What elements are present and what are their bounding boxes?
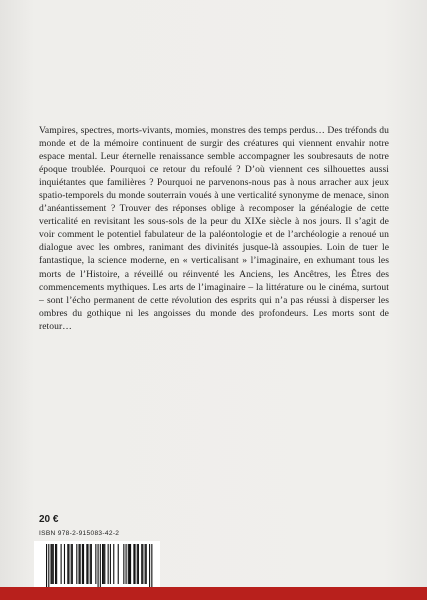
barcode-bar — [110, 544, 111, 584]
barcode-bar — [82, 544, 83, 584]
barcode-bar — [55, 544, 56, 584]
barcode-bar — [56, 544, 57, 584]
barcode-bar — [71, 544, 72, 584]
barcode-bar — [76, 544, 77, 584]
isbn-label: ISBN 978-2-915083-42-2 — [39, 530, 120, 537]
barcode-bar — [52, 544, 53, 584]
barcode-guard-bar — [100, 544, 101, 591]
barcode-bar — [61, 544, 62, 584]
barcode-bar — [87, 544, 88, 584]
barcode-bar — [50, 544, 51, 584]
barcode-bar — [90, 544, 91, 584]
red-band — [0, 587, 427, 600]
barcode-bar — [130, 544, 131, 584]
barcode-bar — [142, 544, 143, 584]
barcode-bar — [108, 544, 109, 584]
barcode-bar — [64, 544, 65, 584]
barcode-bar — [103, 544, 104, 584]
barcode-guard-bar — [48, 544, 49, 591]
barcode-bar — [83, 544, 84, 584]
barcode-bar — [145, 544, 146, 584]
barcode-guard-bar — [149, 544, 150, 591]
barcode-bar — [91, 544, 92, 584]
barcode-guard-bar — [98, 544, 99, 591]
barcode-bar — [141, 544, 142, 584]
barcode-bar — [53, 544, 54, 584]
barcode-bar — [126, 544, 127, 584]
barcode-bar — [80, 544, 81, 584]
barcode-bar — [129, 544, 130, 584]
barcode-bar — [113, 544, 114, 584]
barcode-bar — [123, 544, 124, 584]
barcode-bar — [134, 544, 135, 584]
barcode-bar — [138, 544, 139, 584]
barcode-bar — [104, 544, 105, 584]
barcode-bar — [95, 544, 96, 584]
barcode-bar — [146, 544, 147, 584]
barcode-bar — [118, 544, 119, 584]
barcode-guard-bar — [151, 544, 152, 591]
barcode-bar — [102, 544, 103, 584]
barcode-guard-bar — [46, 544, 47, 591]
barcode-bar — [78, 544, 79, 584]
barcode-bar — [86, 544, 87, 584]
barcode-bar — [67, 544, 68, 584]
barcode-bar — [72, 544, 73, 584]
blurb-paragraph: Vampires, spectres, morts-vivants, momies, monstres des temps perdus… Des tréfonds du monde et de la mémoire continuent de surgir des créatures qui viennent envahir notre espace mental. Leur éternelle renaissance semble accompagner les soubresauts de notre époque troublée. Pourquoi ce retour du refoulé ? D’où viennent ces silhouettes aussi inquiétantes que familières ? Pourquoi ne parvenons-nous pas à nous arracher aux jeux spatio-temporels du monde souterrain voués à une verticalité synonyme de menace, sinon d’anéantissement ? Trouver des réponses oblige à recomposer la généalogie de cette verticalité en revisitant les sous-sols de la peur du XIXe siècle à nos jours. Il s’agit de voir comment le potentiel fabulateur de la paléontologie et de l’archéologie a renoué un dialogue avec les ombres, ranimant des divinités jusque-là assoupies. Loin de tuer le fantastique, la science moderne, en « verticalisant » l’imaginaire, en exhumant tous les morts de l’Histoire, a réveillé ou réinventé les Anciens, les Ancêtres, les Êtres des commencements mythiques. Les arts de l’imaginaire – la littérature ou le cinéma, surtout – sont l’écho permanent de cette révolution des esprits qui n’a pas réussi à disperser les ombres du gothique ni les angoisses du monde des profondeurs. Les morts sont de retour… — [39, 125, 389, 332]
barcode-bar — [133, 544, 134, 584]
barcode-bar — [128, 544, 129, 584]
barcode-bar — [137, 544, 138, 584]
back-cover-blurb — [39, 124, 389, 333]
barcode-bar — [68, 544, 69, 584]
price-label: 20 € — [39, 514, 59, 525]
